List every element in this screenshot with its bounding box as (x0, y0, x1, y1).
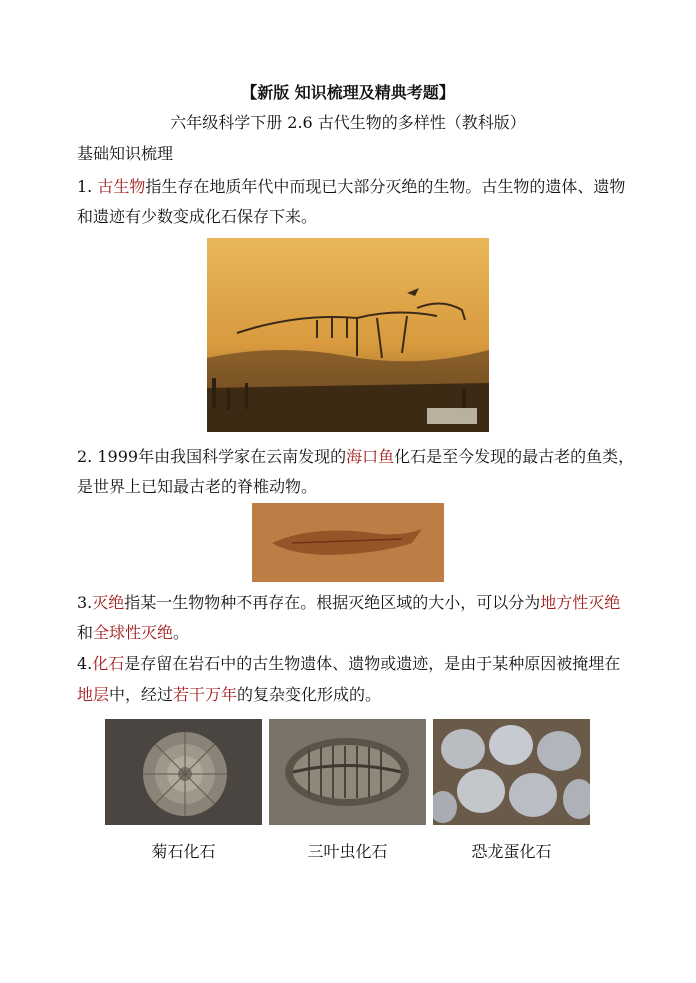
item-number: 1. (77, 177, 98, 196)
paragraph-text: 是存留在岩石中的古生物遗体、遗物或遗迹，是由于某种原因被掩埋在 (124, 654, 621, 673)
paragraph-4-line-2 (77, 684, 381, 706)
key-term: 地层 (77, 685, 110, 704)
paragraph-text: 和 (77, 623, 94, 642)
key-term: 地方性灭绝 (540, 593, 621, 612)
paragraph-text: 指生存在地质年代中而现已大部分灭绝的生物。古生物的遗体、遗物 (145, 177, 626, 196)
caption-trilobite: 三叶虫化石 (307, 842, 388, 861)
haikou-fish-fossil-image (252, 503, 444, 582)
paragraph-2-line-2: 是世界上已知最古老的脊椎动物。 (77, 477, 318, 496)
doc-subtitle: 六年级科学下册 2.6 古代生物的多样性（教科版） (170, 113, 526, 132)
key-term: 灭绝 (92, 593, 125, 612)
key-term: 古生物 (97, 177, 146, 196)
key-term: 化石 (92, 654, 125, 673)
trilobite-fossil-image (269, 719, 426, 825)
paragraph-text: 化石是至今发现的最古老的鱼类， (394, 447, 635, 466)
key-term: 若干万年 (173, 685, 238, 704)
caption-dinosaur-egg: 恐龙蛋化石 (471, 842, 552, 861)
item-number: 4. (77, 654, 93, 673)
paragraph-text: 2. 1999年由我国科学家在云南发现的 (77, 447, 347, 466)
paragraph-text: 指某一生物物种不再存在。根据灭绝区域的大小，可以分为 (124, 593, 541, 612)
key-term: 全球性灭绝 (93, 623, 174, 642)
paragraph-1-line-1 (77, 176, 625, 198)
paragraph-1-line-2: 和遗迹有少数变成化石保存下来。 (77, 207, 318, 226)
doc-title: 【新版 知识梳理及精典考题】 (241, 83, 455, 102)
paragraph-text: 的复杂变化形成的。 (237, 685, 382, 704)
paragraph-text: 。 (173, 623, 190, 642)
caption-ammonite: 菊石化石 (151, 842, 216, 861)
paragraph-2-line-1 (77, 446, 634, 468)
paragraph-text: 中，经过 (109, 685, 174, 704)
key-term: 海口鱼 (346, 447, 395, 466)
paragraph-3-line-1 (77, 592, 620, 614)
paragraph-4-line-1 (77, 653, 620, 675)
item-number: 3. (77, 593, 93, 612)
dinosaur-egg-fossil-image (433, 719, 590, 825)
ammonite-fossil-image (105, 719, 262, 825)
paragraph-3-line-2 (77, 622, 189, 644)
section-heading: 基础知识梳理 (77, 144, 174, 163)
dinosaur-skeleton-image (207, 238, 489, 432)
